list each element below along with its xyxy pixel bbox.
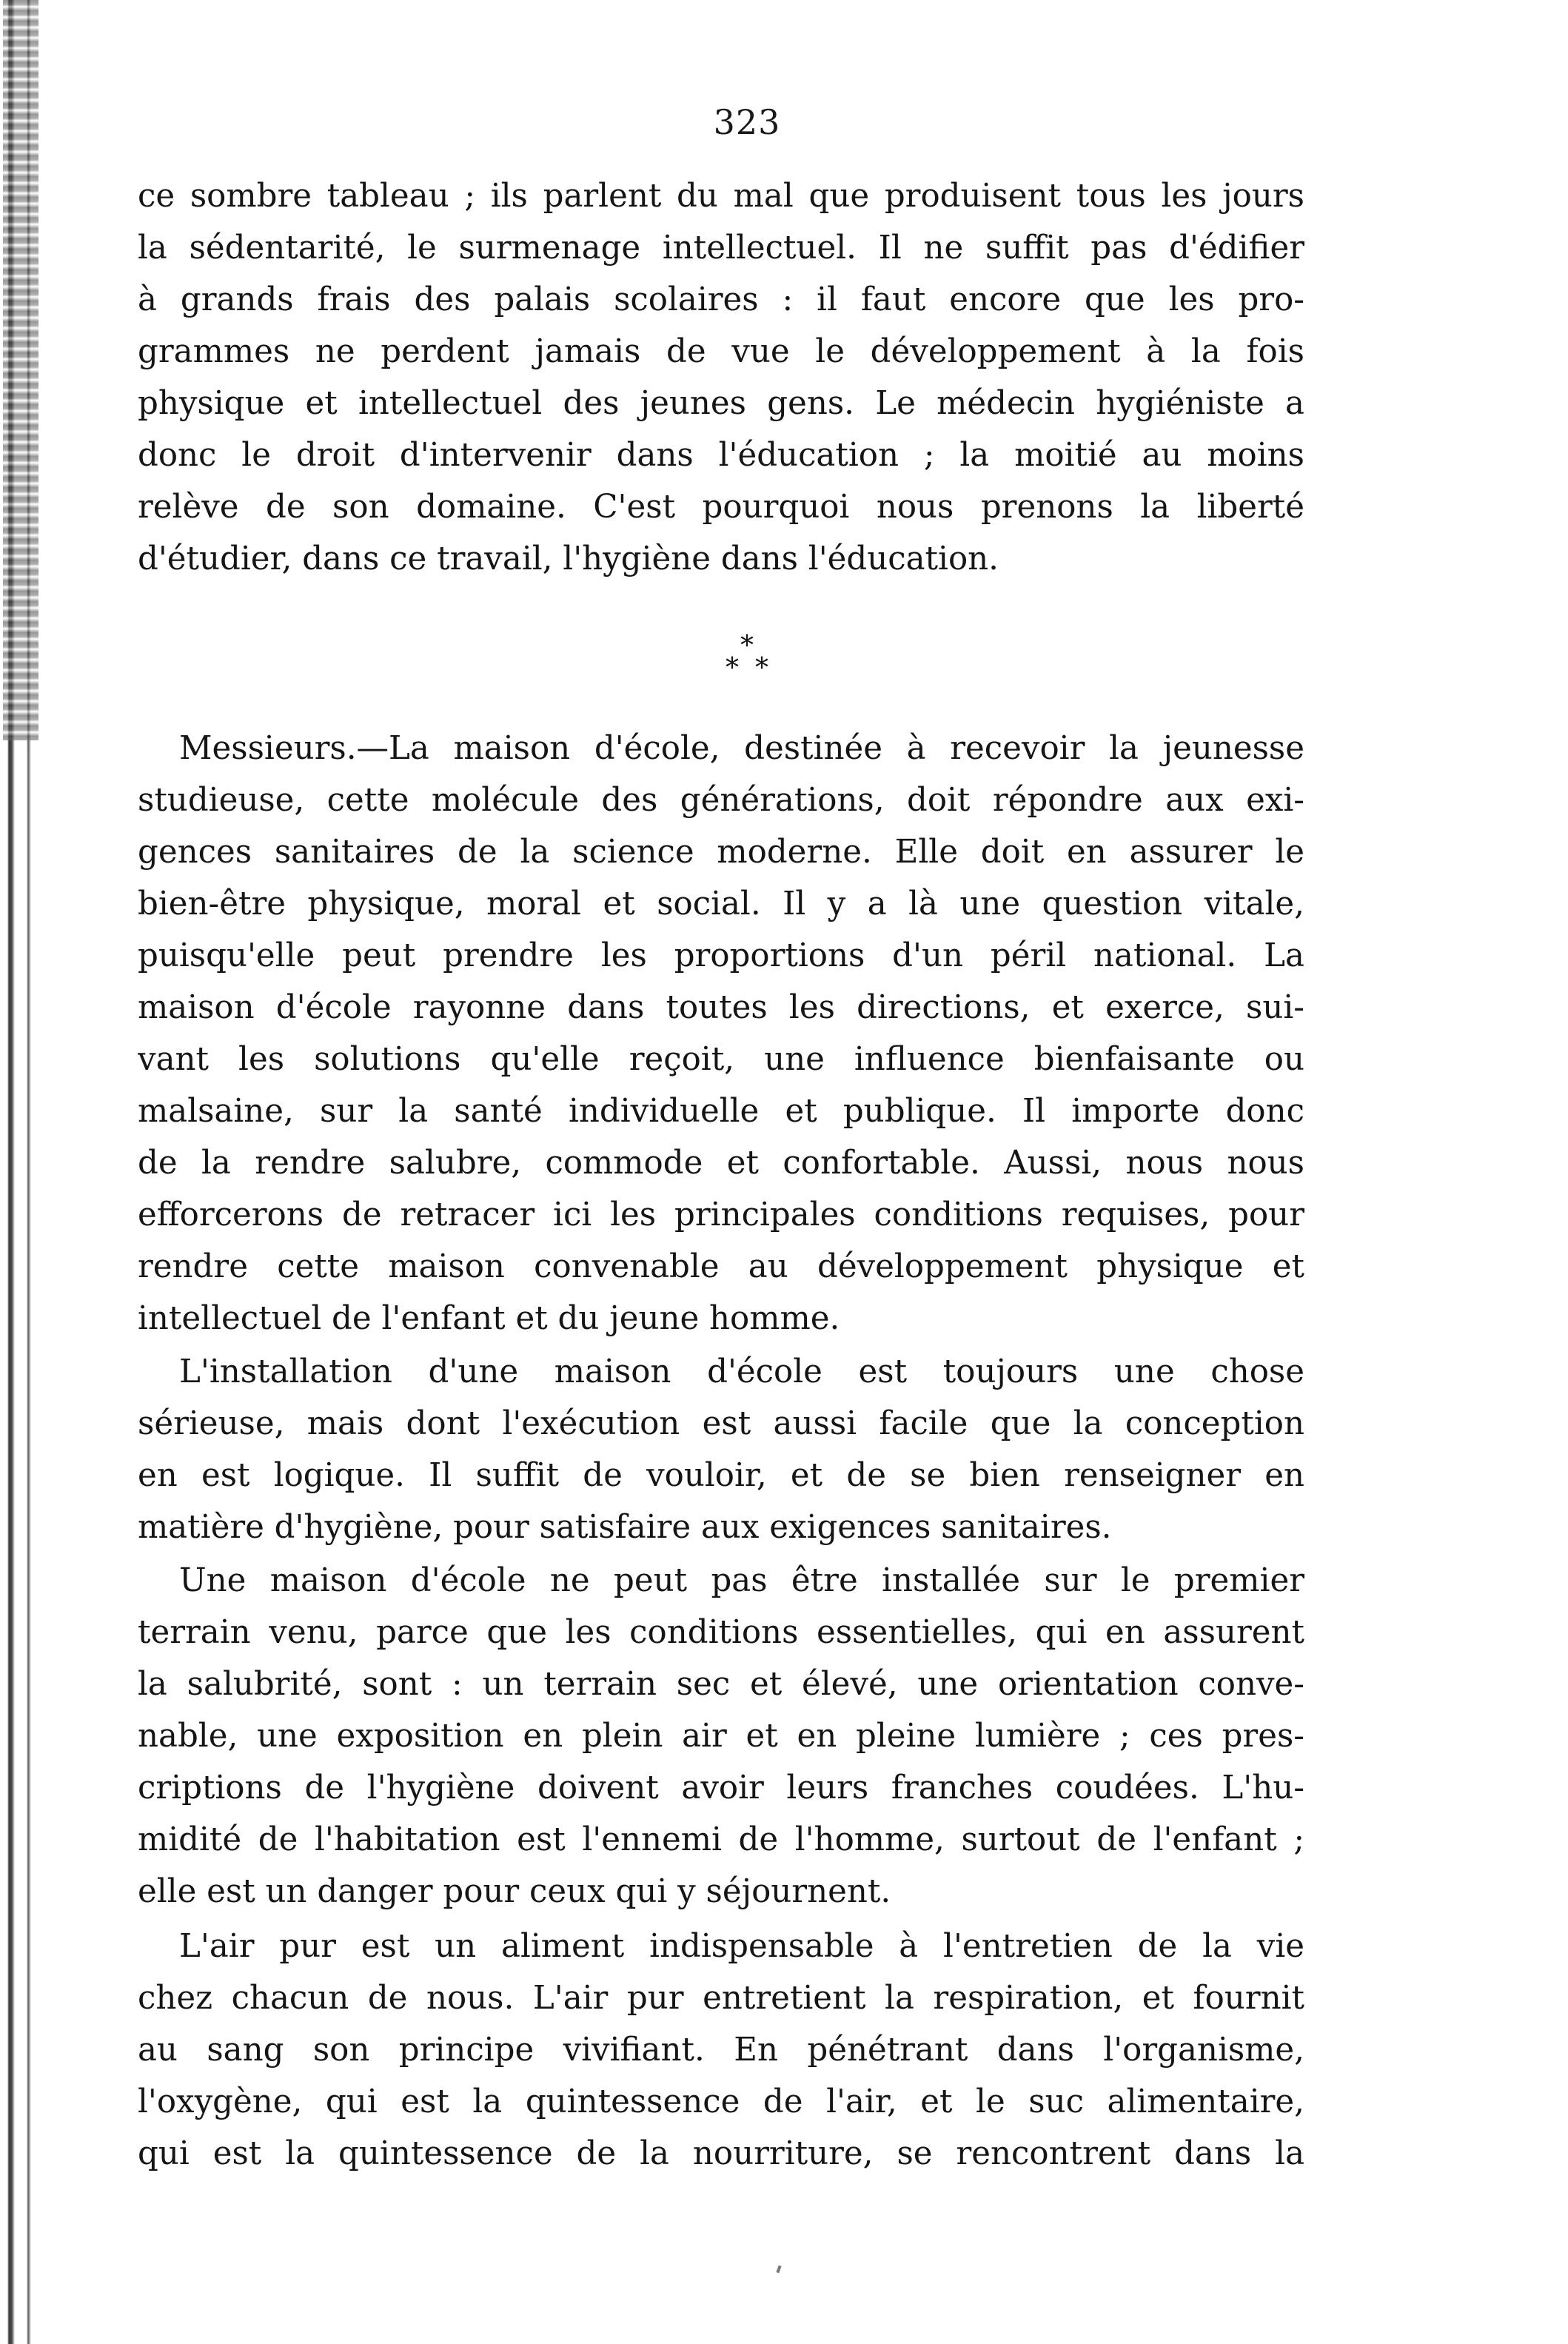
text-line: puisqu'elle peut prendre les proportions d'un péril national. La <box>138 937 1304 974</box>
text-line: physique et intellectuel des jeunes gens. Le médecin hygiéniste a <box>138 385 1304 422</box>
ink-speck <box>776 2266 781 2274</box>
text-line: criptions de l'hygiène doivent avoir leurs franches coudées. L'hu- <box>138 1769 1304 1806</box>
text-line: intellectuel de l'enfant et du jeune homme. <box>138 1300 840 1337</box>
text-line: à grands frais des palais scolaires : il faut encore que les pro- <box>138 281 1304 318</box>
page-number: 323 <box>713 102 781 142</box>
text-line: donc le droit d'intervenir dans l'éducation ; la moitié au moins <box>138 437 1304 474</box>
text-line: matière d'hygiène, pour satisfaire aux exigences sanitaires. <box>138 1509 1112 1546</box>
asterism-top: * <box>740 631 754 661</box>
text-line: Messieurs.—La maison d'école, destinée à recevoir la jeunesse <box>179 730 1304 767</box>
text-line: bien-être physique, moral et social. Il y a là une question vitale, <box>138 885 1304 922</box>
text-line: gences sanitaires de la science moderne. Elle doit en assurer le <box>138 834 1304 871</box>
text-line: midité de l'habitation est l'ennemi de l'homme, surtout de l'enfant ; <box>138 1821 1304 1858</box>
text-line: studieuse, cette molécule des générations, doit répondre aux exi- <box>138 782 1304 819</box>
text-line: efforcerons de retracer ici les principales conditions requises, pour <box>138 1196 1304 1233</box>
text-line: de la rendre salubre, commode et confortable. Aussi, nous nous <box>138 1145 1304 1182</box>
text-line: maison d'école rayonne dans toutes les directions, et exerce, sui- <box>138 989 1304 1026</box>
text-line: sérieuse, mais dont l'exécution est aussi facile que la conception <box>138 1405 1304 1442</box>
text-line: la salubrité, sont : un terrain sec et élevé, une orientation conve- <box>138 1666 1304 1703</box>
text-line: nable, une exposition en plein air et en pleine lumière ; ces pres- <box>138 1718 1304 1755</box>
paragraph-4 <box>138 1555 1304 1918</box>
text-line: en est logique. Il suffit de vouloir, et de se bien renseigner en <box>138 1457 1304 1494</box>
text-line: L'air pur est un aliment indispensable à l'entretien de la vie <box>179 1928 1304 1965</box>
paragraph-2 <box>138 723 1304 1345</box>
paragraph-1 <box>138 170 1304 585</box>
text-line: qui est la quintessence de la nourriture, se rencontrent dans la <box>138 2135 1304 2172</box>
paragraph-5 <box>138 1921 1304 2180</box>
section-asterism <box>0 631 1494 683</box>
text-line: l'oxygène, qui est la quintessence de l'air, et le suc alimentaire, <box>138 2083 1304 2120</box>
text-line: L'installation d'une maison d'école est toujours une chose <box>179 1353 1304 1390</box>
text-line: ce sombre tableau ; ils parlent du mal que produisent tous les jours <box>138 178 1304 215</box>
text-line: terrain venu, parce que les conditions essentielles, qui en assurent <box>138 1614 1304 1651</box>
text-line: chez chacun de nous. L'air pur entretient la respiration, et fournit <box>138 1980 1304 2017</box>
text-line: la sédentarité, le surmenage intellectuel. Il ne suffit pas d'édifier <box>138 230 1304 267</box>
asterism-bottom: ** <box>726 653 785 683</box>
text-line: Une maison d'école ne peut pas être installée sur le premier <box>179 1562 1304 1599</box>
text-line: elle est un danger pour ceux qui y séjournent. <box>138 1873 891 1910</box>
page-binding-edge <box>0 0 44 2344</box>
text-line: malsaine, sur la santé individuelle et publique. Il importe donc <box>138 1093 1304 1130</box>
paragraph-3 <box>138 1346 1304 1553</box>
text-line: d'étudier, dans ce travail, l'hygiène dans l'éducation. <box>138 540 999 577</box>
text-line: au sang son principe vivifiant. En pénétrant dans l'organisme, <box>138 2032 1304 2069</box>
text-line: vant les solutions qu'elle reçoit, une influence bienfaisante ou <box>138 1041 1304 1078</box>
text-line: grammes ne perdent jamais de vue le développement à la fois <box>138 333 1304 370</box>
text-line: rendre cette maison convenable au développement physique et <box>138 1248 1304 1285</box>
text-line: relève de son domaine. C'est pourquoi nous prenons la liberté <box>138 489 1304 526</box>
